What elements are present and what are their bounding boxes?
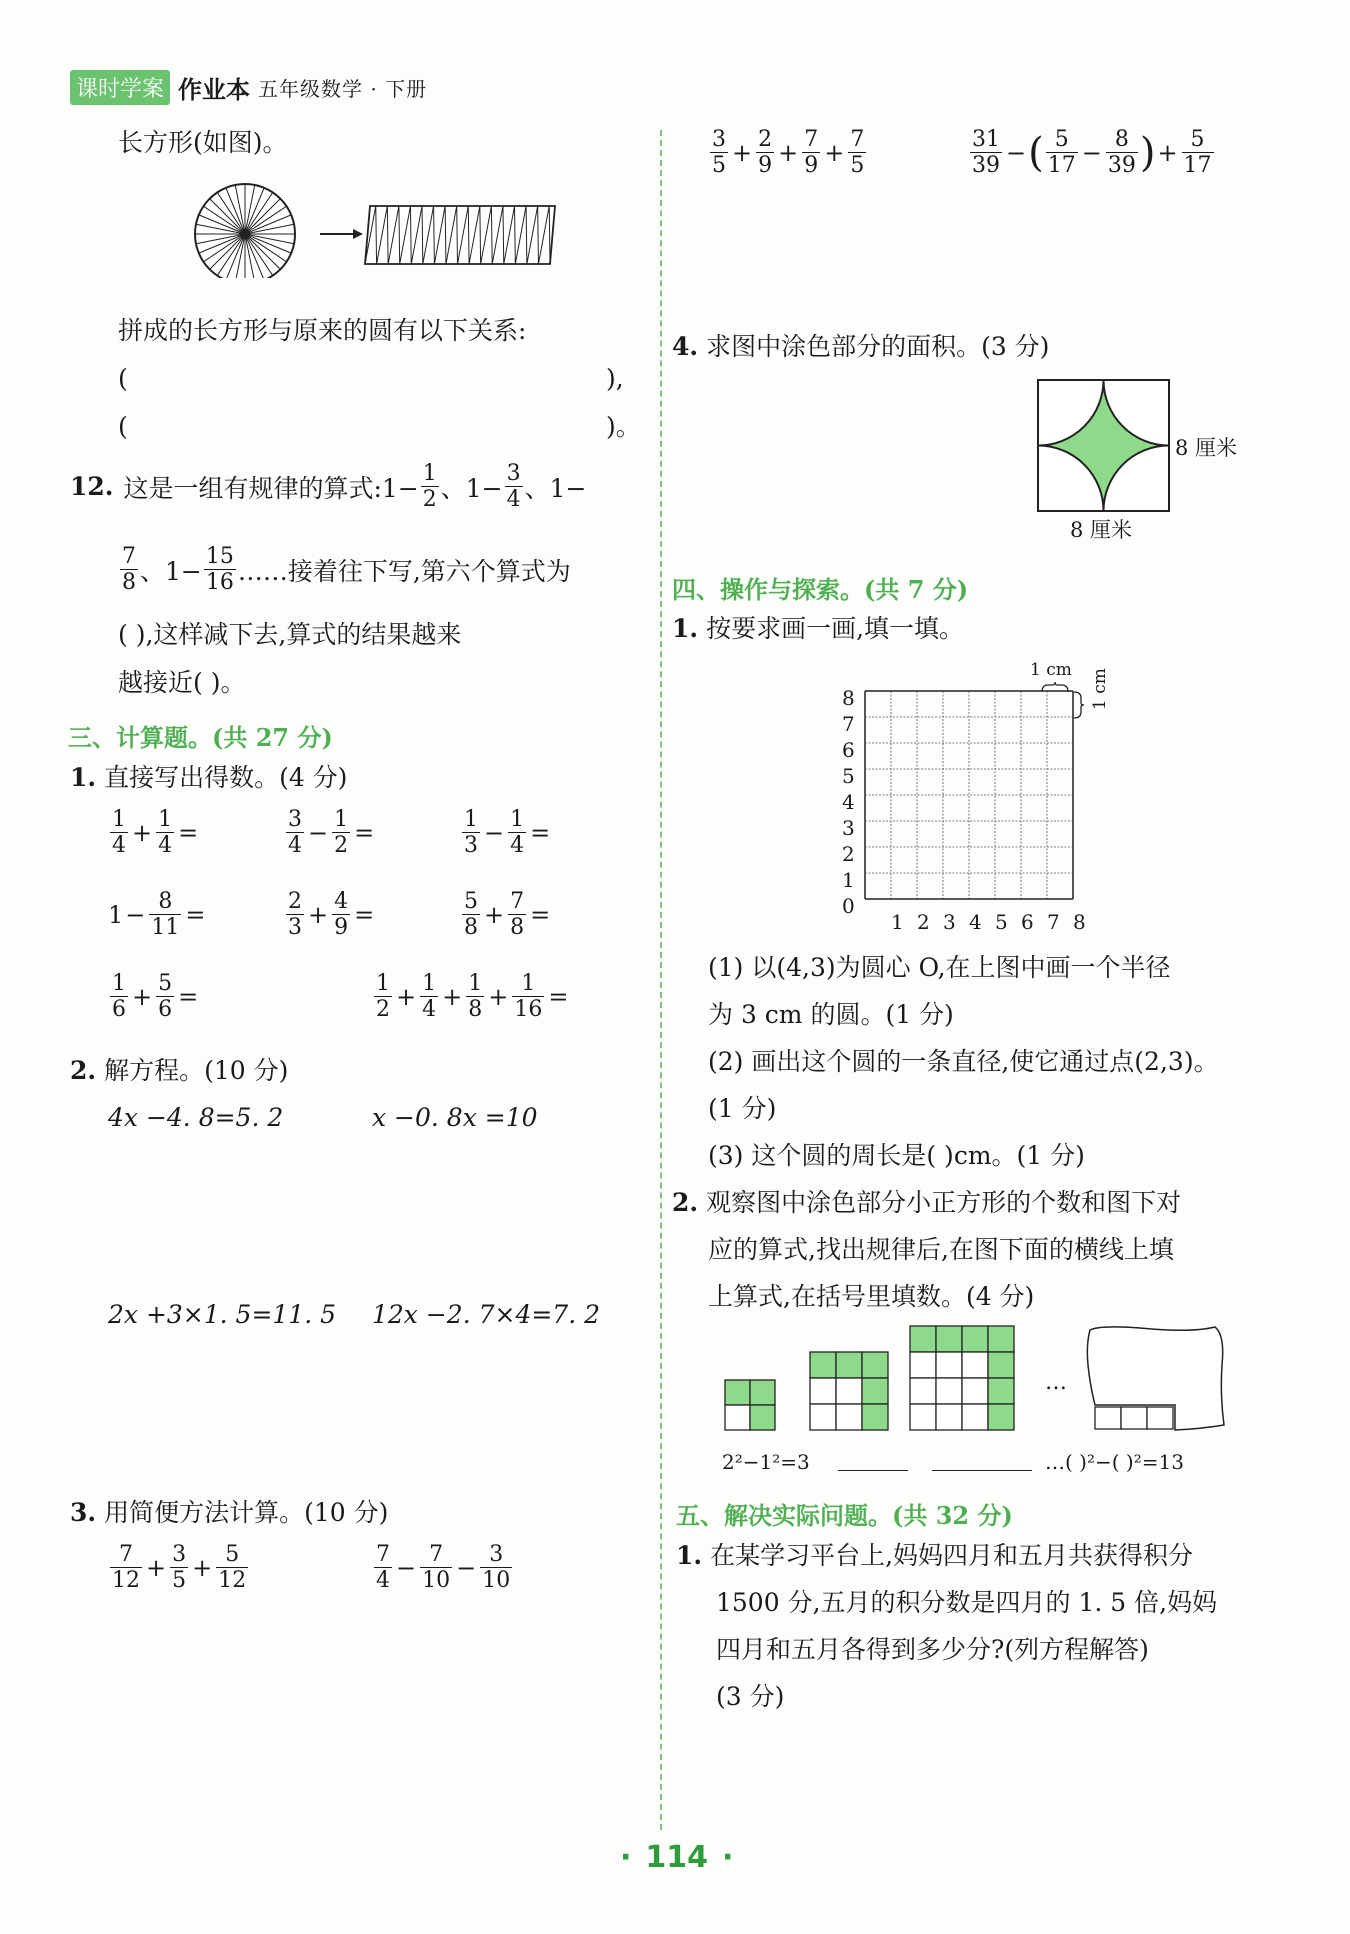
q12-text: 、1−	[140, 556, 202, 586]
column-divider	[660, 130, 662, 1830]
arith-expression: $\frac{1}{6}$ + $\frac{5}{6}$ =	[112, 971, 199, 1023]
s4q1-part-2a: (2) 画出这个圆的一条直径,使它通过点(2,3)。	[708, 1047, 1219, 1076]
question-number: 3.	[70, 1498, 97, 1527]
continued-text: 长方形(如图)。	[118, 128, 288, 157]
section-3-heading: 三、计算题。(共 27 分)	[68, 723, 333, 752]
answer-blank-open-1: (	[118, 364, 128, 393]
answer-line	[838, 1470, 908, 1471]
page-number	[620, 1840, 733, 1875]
equation: 2x +3×1. 5=11. 5	[108, 1300, 337, 1329]
series-tag: 课时学案	[70, 70, 170, 105]
x-tick-label: 4	[969, 910, 982, 934]
question-12-line-2	[118, 545, 571, 594]
y-tick-label: 4	[842, 790, 855, 814]
grid-lines	[865, 691, 1073, 899]
s3-question-3	[70, 1500, 388, 1525]
unit-label-horizontal: 1 cm	[1030, 660, 1072, 680]
arith-expression: $\frac{1}{2}$ + $\frac{1}{4}$ + $\frac{1}{8}$ + $\frac{1}{16}$ =	[376, 971, 569, 1023]
fraction: $\frac{7}{8}$	[122, 544, 136, 596]
answer-line	[932, 1470, 1032, 1471]
side-length-label: 8 厘米	[1175, 436, 1238, 460]
s3-question-4	[672, 334, 1049, 359]
s4q1-part-1a: (1) 以(4,3)为圆心 O,在上图中画一个半径	[708, 953, 1171, 982]
equation: 12x −2. 7×4=7. 2	[372, 1300, 601, 1329]
page-number-value: 114	[645, 1840, 709, 1875]
question-number: 1.	[672, 614, 699, 643]
answer-blank-close-1: ),	[606, 364, 624, 393]
simplify-expression: $\frac{7}{12}$ + $\frac{3}{5}$ + $\frac{5}{12}$	[112, 1542, 247, 1594]
section-5-heading: 五、解决实际问题。(共 32 分)	[676, 1501, 1013, 1530]
x-tick-label: 6	[1021, 910, 1034, 934]
y-tick-label: 1	[842, 868, 855, 892]
x-tick-label: 1	[891, 910, 904, 934]
arrow-icon	[320, 229, 363, 239]
s4q1-part-3: (3) 这个圆的周长是( )cm。(1 分)	[708, 1141, 1085, 1170]
fraction: $\frac{3}{4}$	[506, 461, 521, 513]
x-tick-label: 3	[943, 910, 956, 934]
question-text: 上算式,在括号里填数。(4 分)	[708, 1282, 1035, 1311]
y-tick-label: 0	[842, 894, 855, 918]
q12-limit-line: 越接近( )。	[118, 668, 246, 697]
coordinate-grid	[840, 683, 1075, 903]
dot: ·	[620, 1840, 632, 1875]
y-tick-label: 6	[842, 738, 855, 762]
s4-question-2	[672, 1190, 1181, 1215]
s4q1-part-1b: 为 3 cm 的圆。(1 分)	[708, 1000, 954, 1029]
arith-expression: $\frac{1}{3}$ − $\frac{1}{4}$ =	[464, 807, 551, 859]
question-text: 求图中涂色部分的面积。(3 分)	[706, 332, 1050, 361]
arith-expression: 1 − $\frac{8}{11}$ =	[108, 889, 206, 941]
ellipsis: …	[1045, 1370, 1067, 1395]
pattern-caption-last: …( )²−( )²=13	[1045, 1450, 1184, 1474]
question-text: 直接写出得数。(4 分)	[104, 763, 348, 792]
question-number: 1.	[676, 1541, 703, 1570]
arith-expression: $\frac{3}{4}$ − $\frac{1}{2}$ =	[288, 807, 375, 859]
horizontal-brace-icon	[1040, 682, 1070, 694]
x-tick-label: 5	[995, 910, 1008, 934]
q12-text: 、1−	[524, 473, 587, 503]
question-text: (3 分)	[716, 1682, 785, 1711]
y-tick-label: 5	[842, 764, 855, 788]
book-subtitle: 五年级数学 · 下册	[258, 77, 428, 101]
question-text: 用简便方法计算。(10 分)	[104, 1498, 389, 1527]
vertical-brace-icon	[1072, 690, 1084, 720]
q12-text: 这是一组有规律的算式:1−	[123, 473, 419, 503]
circle-to-rectangle-figure	[185, 178, 580, 278]
rearranged-rectangle	[365, 206, 555, 264]
question-text: 在某学习平台上,妈妈四月和五月共获得积分	[710, 1541, 1194, 1570]
s3-question-2	[70, 1058, 288, 1083]
book-title: 作业本	[178, 76, 251, 104]
dot: ·	[722, 1840, 734, 1875]
y-tick-label: 7	[842, 712, 855, 736]
divided-circle	[195, 184, 295, 278]
page-header	[70, 70, 427, 105]
question-text: 观察图中涂色部分小正方形的个数和图下对	[706, 1188, 1182, 1217]
question-text: 1500 分,五月的积分数是四月的 1. 5 倍,妈妈	[716, 1588, 1218, 1617]
q12-text: 、1−	[440, 473, 503, 503]
x-tick-label: 7	[1047, 910, 1060, 934]
relation-intro: 拼成的长方形与原来的圆有以下关系:	[118, 316, 527, 345]
question-number: 12.	[70, 472, 114, 502]
arith-expression: $\frac{2}{3}$ + $\frac{4}{9}$ =	[288, 889, 375, 941]
answer-blank-close-2: )。	[606, 412, 641, 441]
q12-text: ……接着往下写,第六个算式为	[237, 556, 571, 586]
fraction: $\frac{1}{2}$	[422, 461, 437, 513]
irregular-figure	[1087, 1327, 1224, 1430]
shaded-square-figure	[1036, 378, 1171, 513]
section-4-heading: 四、操作与探索。(共 7 分)	[672, 575, 969, 604]
equation: x −0. 8x =10	[372, 1103, 538, 1132]
square-pattern-figures	[720, 1325, 1240, 1440]
answer-blank-open-2: (	[118, 412, 128, 441]
x-tick-label: 2	[917, 910, 930, 934]
q12-blank-line: ( ),这样减下去,算式的结果越来	[118, 620, 462, 649]
question-text: 四月和五月各得到多少分?(列方程解答)	[716, 1635, 1149, 1664]
pattern-caption-1: 2²−1²=3	[722, 1450, 810, 1474]
pattern-figure-3x3	[810, 1352, 888, 1430]
bottom-length-label: 8 厘米	[1070, 518, 1133, 542]
s3-question-1	[70, 765, 347, 790]
y-tick-label: 3	[842, 816, 855, 840]
fraction: $\frac{15}{16}$	[205, 544, 234, 596]
s5-question-1	[676, 1543, 1193, 1568]
question-number: 1.	[70, 763, 97, 792]
question-text: 按要求画一画,填一填。	[706, 614, 965, 643]
arith-expression: $\frac{5}{8}$ + $\frac{7}{8}$ =	[464, 889, 551, 941]
simplify-expression: $\frac{7}{4}$ − $\frac{7}{10}$ − $\frac{3}{10}$	[376, 1542, 511, 1594]
y-tick-label: 8	[842, 686, 855, 710]
arith-expression: $\frac{1}{4}$ + $\frac{1}{4}$ =	[112, 807, 199, 859]
x-tick-label: 8	[1073, 910, 1086, 934]
question-text: 应的算式,找出规律后,在图下面的横线上填	[708, 1235, 1174, 1264]
simplify-expression: $\frac{3}{5}$ + $\frac{2}{9}$ + $\frac{7}{9}$ + $\frac{7}{5}$	[712, 127, 865, 179]
pattern-figure-4x4	[910, 1326, 1014, 1430]
question-number: 2.	[70, 1056, 97, 1085]
pattern-figure-2x2	[725, 1380, 775, 1430]
question-number: 2.	[672, 1188, 699, 1217]
y-tick-label: 2	[842, 842, 855, 866]
unit-label-vertical: 1 cm	[1090, 668, 1110, 710]
question-text: 解方程。(10 分)	[104, 1056, 289, 1085]
question-12-line-1	[70, 462, 587, 511]
s4q1-part-2b: (1 分)	[708, 1094, 777, 1123]
s4-question-1	[672, 616, 964, 641]
simplify-expression: $\frac{31}{39}$ − ( $\frac{5}{17}$ − $\frac{8}{39}$ ) + $\frac{5}{17}$	[972, 127, 1212, 179]
equation: 4x −4. 8=5. 2	[108, 1103, 284, 1132]
question-number: 4.	[672, 332, 699, 361]
